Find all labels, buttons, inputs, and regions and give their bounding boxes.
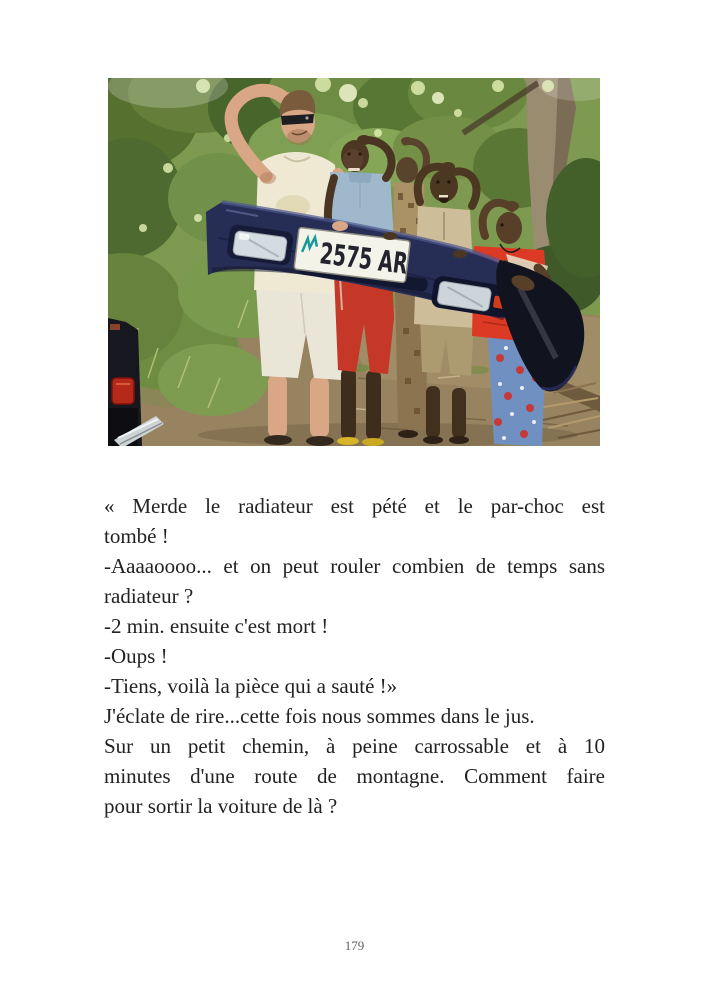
photo-bumper-group xyxy=(108,78,600,446)
story-text xyxy=(104,491,605,821)
text-line: « Merde le radiateur est pété et le par-choc est xyxy=(104,494,605,518)
license-plate-text: 2575 AR xyxy=(318,236,457,287)
text-line: tombé ! xyxy=(104,524,169,548)
text-line: -2 min. ensuite c'est mort ! xyxy=(104,614,329,638)
page-number: 179 xyxy=(344,938,365,953)
boy4-head xyxy=(496,212,522,244)
text-line: minutes d'une route de montagne. Comment faire xyxy=(104,764,605,788)
boy2-head xyxy=(396,157,418,183)
boy1-hand xyxy=(383,232,397,240)
text-line: -Tiens, voilà la pièce qui a sauté !» xyxy=(104,674,398,698)
text-line: J'éclate de rire...cette fois nous sommes dans le jus. xyxy=(104,704,535,728)
man-hand xyxy=(332,221,348,231)
text-line: -Oups ! xyxy=(104,644,168,668)
text-line: -Aaaaoooo... et on peut rouler combien de temps sans xyxy=(104,554,605,578)
text-line: pour sortir la voiture de là ? xyxy=(104,794,338,818)
text-line: Sur un petit chemin, à peine carrossable et à 10 xyxy=(104,734,605,758)
text-line: radiateur ? xyxy=(104,584,194,608)
boy3-hand xyxy=(453,250,467,258)
